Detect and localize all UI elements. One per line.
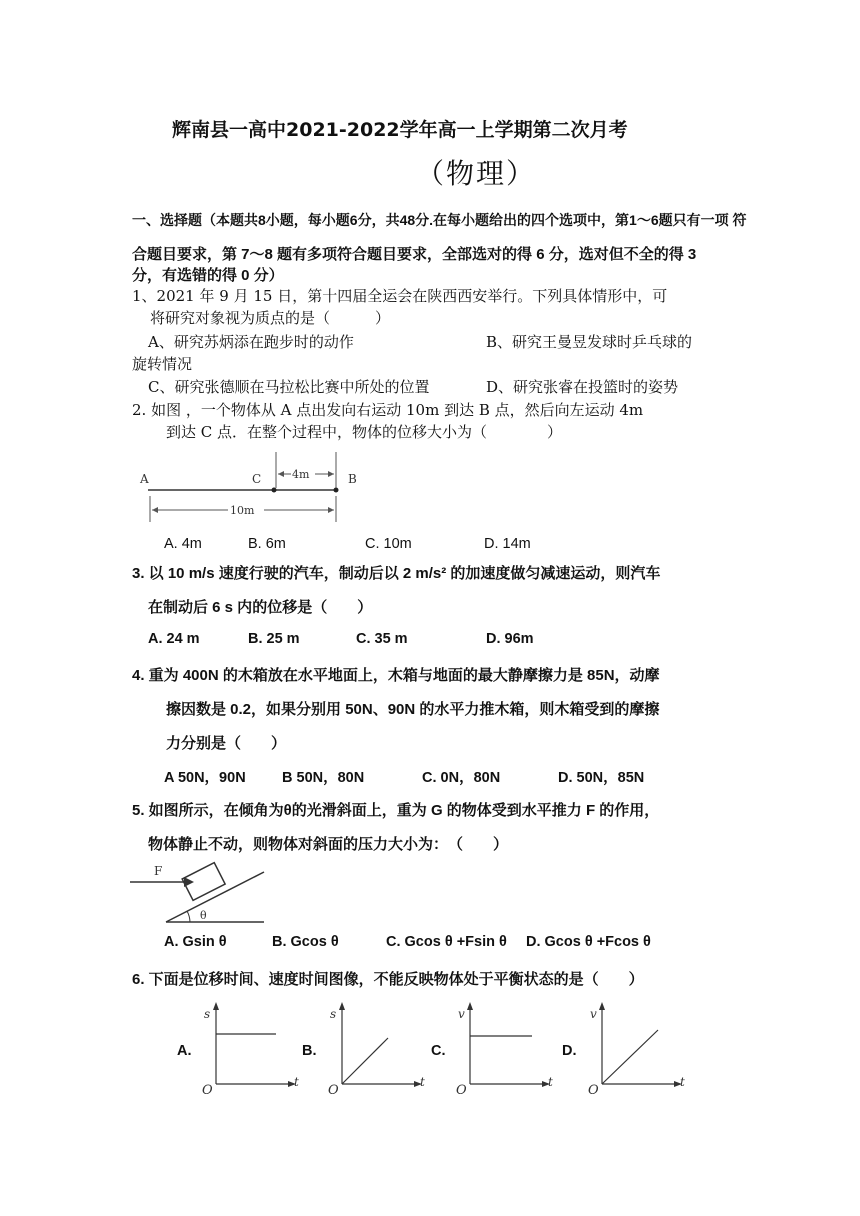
q3-option-d: D. 96m xyxy=(486,631,534,647)
q1-stem-line-2: 将研究对象视为质点的是（ ） xyxy=(150,309,391,327)
graph-d-label: D. xyxy=(562,1043,577,1059)
q4-option-b: B 50N，80N xyxy=(282,770,365,786)
graph-a-y-label: s xyxy=(204,1007,211,1021)
fig-label-a: A xyxy=(140,472,149,486)
graph-b-label: B. xyxy=(302,1043,317,1059)
q3-stem-line-1: 3. 以 10 m/s 速度行驶的汽车，制动后以 2 m/s² 的加速度做匀减速运动，则汽车 xyxy=(132,565,661,582)
instructions-line-2: 合题目要求，第 7～8 题有多项符合题目要求，全部选对的得 6 分，选对但不全的得 3 xyxy=(132,246,697,263)
graph-b-origin: O xyxy=(328,1083,339,1098)
graph-a xyxy=(198,1000,308,1100)
q1-option-d: D、研究张睿在投篮时的姿势 xyxy=(486,378,679,396)
exam-subtitle: （物理） xyxy=(416,157,537,190)
q1-option-b-cont: 旋转情况 xyxy=(132,355,193,373)
q4-option-d: D. 50N，85N xyxy=(558,770,645,786)
q5-option-c: C. Gcos θ +Fsin θ xyxy=(386,934,507,950)
instructions-line-3: 分，有选错的得 0 分） xyxy=(132,267,284,284)
graph-b-x-label: t xyxy=(420,1075,425,1089)
graph-c xyxy=(452,1000,562,1100)
graph-d-y-label: v xyxy=(590,1007,597,1021)
q5-option-d: D. Gcos θ +Fcos θ xyxy=(526,934,651,950)
q5-option-b: B. Gcos θ xyxy=(272,934,339,950)
fig-label-10m: 10m xyxy=(230,504,255,517)
q2-option-a: A. 4m xyxy=(164,536,202,552)
q5-option-a: A. Gsin θ xyxy=(164,934,227,950)
q1-option-b: B、研究王曼昱发球时乒乓球的 xyxy=(486,333,693,351)
graph-a-origin: O xyxy=(202,1083,213,1098)
q4-stem-line-3: 力分别是（ ） xyxy=(166,735,287,752)
fig-label-4m: 4m xyxy=(292,468,310,481)
fig-label-theta: θ xyxy=(200,909,207,922)
graph-b xyxy=(324,1000,434,1100)
q4-stem-line-2: 擦因数是 0.2，如果分别用 50N、90N 的水平力推木箱，则木箱受到的摩擦 xyxy=(166,701,660,718)
exam-title: 辉南县一高中2021-2022学年高一上学期第二次月考 xyxy=(172,119,628,141)
fig-label-c: C xyxy=(252,472,262,486)
q2-stem-line-1: 2. 如图 ，一个物体从 A 点出发向右运动 10m 到达 B 点，然后向左运动 4m xyxy=(132,401,644,419)
q1-stem-line-1: 1、2021 年 9 月 15 日，第十四届全运会在陕西西安举行。下列具体情形中，可 xyxy=(132,287,668,305)
graph-c-label: C. xyxy=(431,1043,446,1059)
graph-d-x-label: t xyxy=(680,1075,685,1089)
q6-stem: 6. 下面是位移时间、速度时间图像，不能反映物体处于平衡状态的是（ ） xyxy=(132,971,644,988)
q5-stem-line-1: 5. 如图所示，在倾角为θ的光滑斜面上，重为 G 的物体受到水平推力 F 的作用， xyxy=(132,802,660,819)
q3-option-c: C. 35 m xyxy=(356,631,408,647)
q3-stem-line-2: 在制动后 6 s 内的位移是（ ） xyxy=(148,599,373,616)
q5-stem-line-2: 物体静止不动，则物体对斜面的压力大小为： （ ） xyxy=(148,836,509,853)
q5-incline-figure xyxy=(128,856,273,926)
fig-label-f: F xyxy=(154,864,163,878)
q4-option-c: C. 0N，80N xyxy=(422,770,501,786)
q4-option-a: A 50N，90N xyxy=(164,770,246,786)
instructions-line-1: 一、选择题（本题共8小题，每小题6分，共48分.在每小题给出的四个选项中，第1～6题只有一项 符 xyxy=(132,212,747,228)
q3-option-b: B. 25 m xyxy=(248,631,300,647)
q3-option-a: A. 24 m xyxy=(148,631,200,647)
graph-c-y-label: v xyxy=(458,1007,465,1021)
q2-option-c: C. 10m xyxy=(365,536,412,552)
graph-b-y-label: s xyxy=(330,1007,337,1021)
q1-option-c: C、研究张德顺在马拉松比赛中所处的位置 xyxy=(148,378,430,396)
q2-stem-line-2: 到达 C 点．在整个过程中，物体的位移大小为（ ） xyxy=(166,423,563,441)
q1-option-a: A、研究苏炳添在跑步时的动作 xyxy=(148,333,354,351)
graph-a-label: A. xyxy=(177,1043,192,1059)
q2-option-d: D. 14m xyxy=(484,536,531,552)
graph-d xyxy=(584,1000,694,1100)
q2-option-b: B. 6m xyxy=(248,536,286,552)
graph-c-origin: O xyxy=(456,1083,467,1098)
q4-stem-line-1: 4. 重为 400N 的木箱放在水平地面上，木箱与地面的最大静摩擦力是 85N，动摩 xyxy=(132,667,660,684)
fig-label-b: B xyxy=(348,472,357,486)
q2-line-figure xyxy=(130,452,380,532)
graph-d-origin: O xyxy=(588,1083,599,1098)
graph-a-x-label: t xyxy=(294,1075,299,1089)
graph-c-x-label: t xyxy=(548,1075,553,1089)
